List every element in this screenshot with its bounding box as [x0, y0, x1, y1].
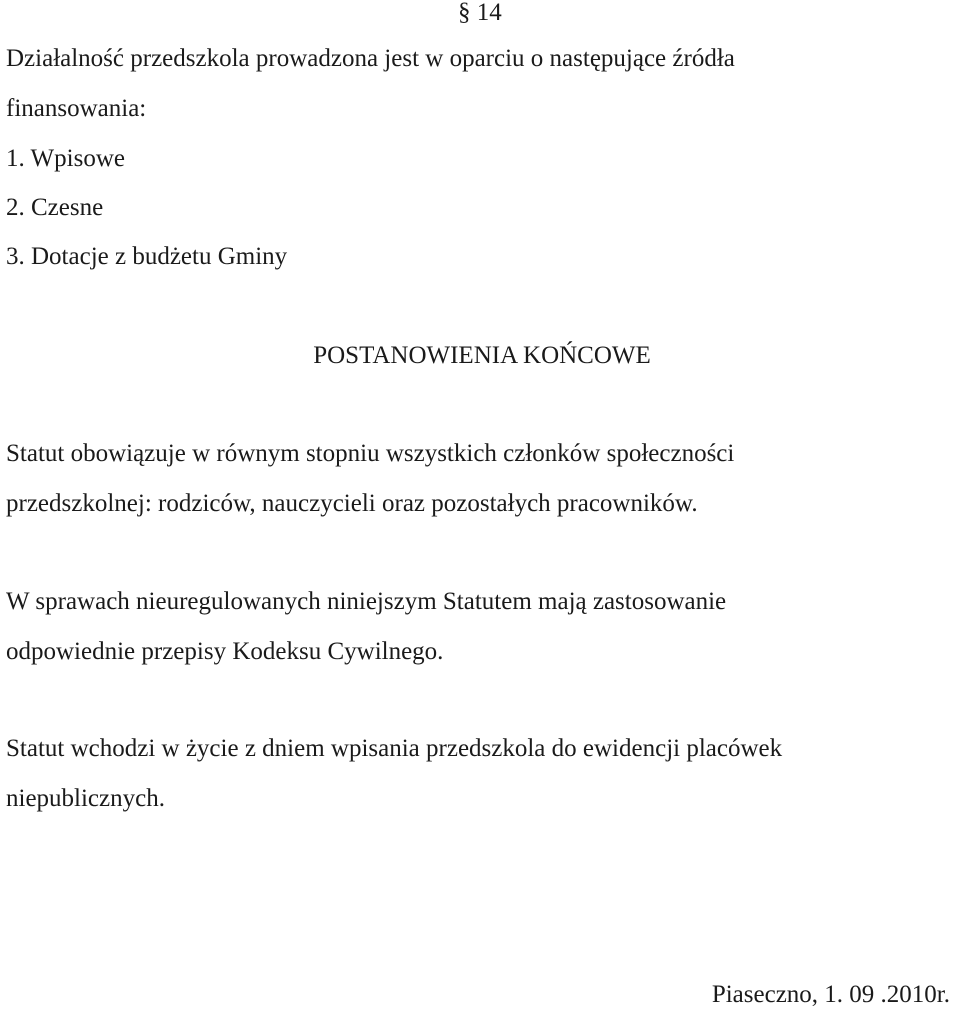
paragraph-1-line-1: Działalność przedszkola prowadzona jest w oparciu o następujące źródła	[6, 45, 735, 72]
paragraph-2-line-1: Statut obowiązuje w równym stopniu wszystkich członków społeczności	[6, 440, 735, 467]
list-item: 1. Wpisowe	[6, 145, 125, 172]
list-item: 3. Dotacje z budżetu Gminy	[6, 243, 288, 270]
list-item: 2. Czesne	[6, 194, 104, 221]
paragraph-1-line-2: finansowania:	[6, 95, 147, 122]
paragraph-4-line-1: Statut wchodzi w życie z dniem wpisania przedszkola do ewidencji placówek	[6, 735, 783, 762]
paragraph-2-line-2: przedszkolnej: rodziców, nauczycieli oraz pozostałych pracowników.	[6, 490, 698, 517]
section-heading: POSTANOWIENIA KOŃCOWE	[313, 342, 651, 369]
section-number: § 14	[458, 0, 502, 26]
paragraph-4-line-2: niepublicznych.	[6, 785, 165, 812]
place-and-date: Piaseczno, 1. 09 .2010r.	[711, 981, 950, 1008]
paragraph-3-line-1: W sprawach nieuregulowanych niniejszym Statutem mają zastosowanie	[6, 588, 727, 615]
paragraph-3-line-2: odpowiednie przepisy Kodeksu Cywilnego.	[6, 638, 444, 665]
